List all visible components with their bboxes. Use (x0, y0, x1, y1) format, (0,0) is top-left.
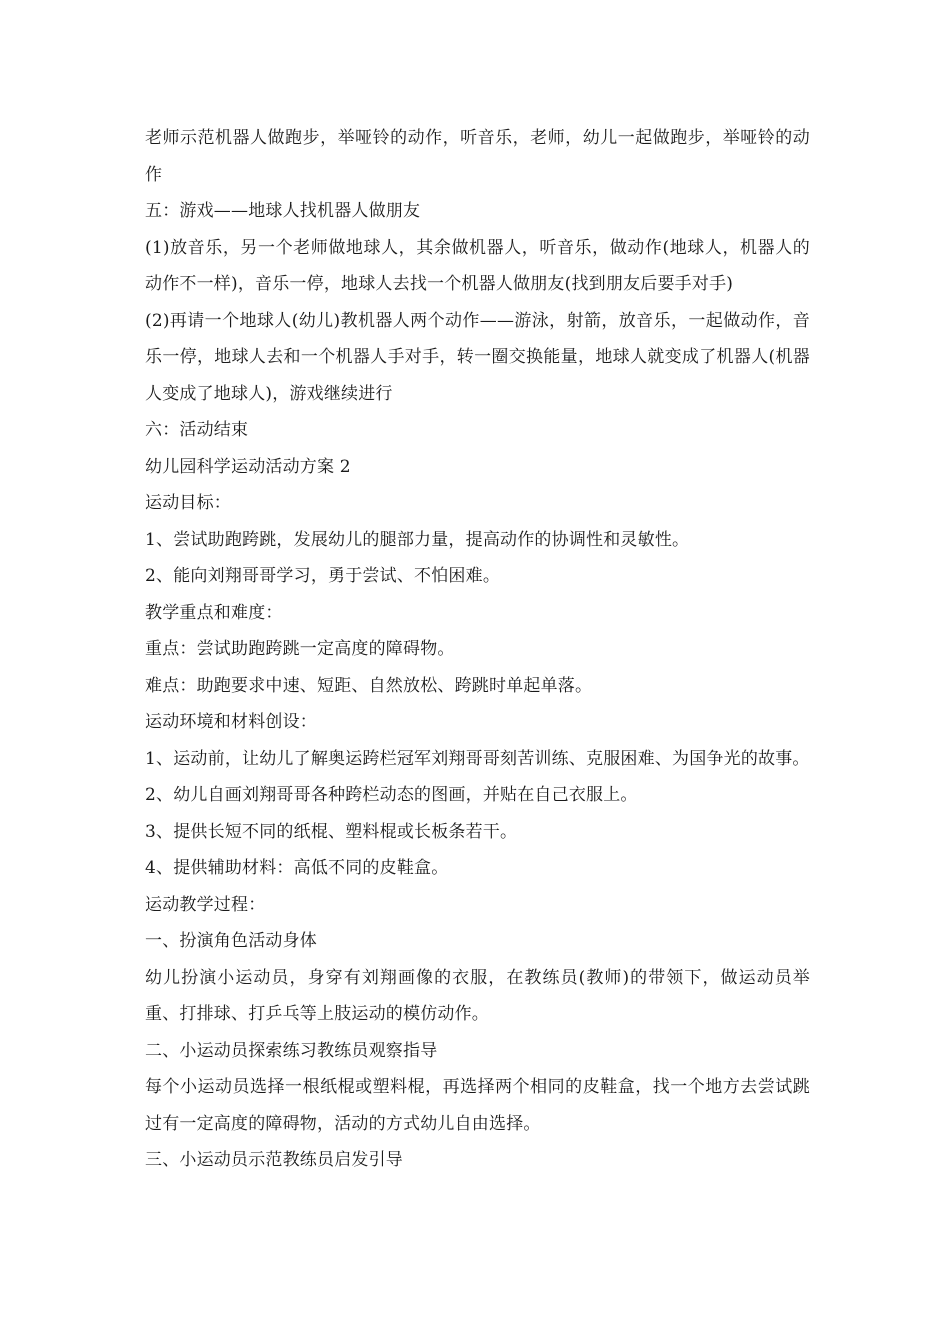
paragraph: 老师示范机器人做跑步，举哑铃的动作，听音乐，老师，幼儿一起做跑步，举哑铃的动作 (145, 128, 810, 185)
list-item: 2、能向刘翔哥哥学习，勇于尝试、不怕困难。 (145, 566, 501, 586)
section-heading: 运动环境和材料创设： (145, 712, 317, 732)
step-heading: 一、扮演角色活动身体 (145, 931, 317, 951)
section-heading: 运动目标： (145, 493, 231, 513)
document-body (145, 120, 810, 1179)
section-heading: 教学重点和难度： (145, 602, 283, 623)
section-heading: 运动教学过程： (145, 894, 266, 915)
list-item: 1、尝试助跑跨跳，发展幼儿的腿部力量，提高动作的协调性和灵敏性。 (145, 529, 690, 550)
paragraph: 难点：助跑要求中速、短距、自然放松、跨跳时单起单落。 (145, 675, 593, 696)
list-item: 4、提供辅助材料：高低不同的皮鞋盒。 (145, 858, 449, 878)
paragraph: 每个小运动员选择一根纸棍或塑料棍，再选择两个相同的皮鞋盒，找一个地方去尝试跳过有一定高度的障碍物，活动的方式幼儿自由选择。 (145, 1077, 810, 1134)
list-item: 3、提供长短不同的纸棍、塑料棍或长板条若干。 (145, 821, 518, 842)
paragraph: (1)放音乐，另一个老师做地球人，其余做机器人，听音乐，做动作(地球人，机器人的动作不一样)，音乐一停，地球人去找一个机器人做朋友(找到朋友后要手对手) (145, 237, 810, 294)
step-heading: 二、小运动员探索练习教练员观察指导 (145, 1040, 438, 1061)
document-title: 幼儿园科学运动活动方案 2 (145, 456, 351, 477)
section-heading: 六：活动结束 (145, 420, 249, 440)
paragraph: (2)再请一个地球人(幼儿)教机器人两个动作——游泳，射箭，放音乐，一起做动作，音乐一停，地球人去和一个机器人手对手，转一圈交换能量，地球人就变成了机器人(机器人变成了地球人)，游戏继续进行 (145, 310, 810, 404)
list-item: 1、运动前，让幼儿了解奥运跨栏冠军刘翔哥哥刻苦训练、克服困难、为国争光的故事。 (145, 748, 810, 769)
paragraph: 幼儿扮演小运动员，身穿有刘翔画像的衣服，在教练员(教师)的带领下，做运动员举重、打排球、打乒乓等上肢运动的模仿动作。 (145, 967, 810, 1024)
step-heading: 三、小运动员示范教练员启发引导 (145, 1150, 403, 1170)
paragraph: 重点：尝试助跑跨跳一定高度的障碍物。 (145, 639, 455, 659)
list-item: 2、幼儿自画刘翔哥哥各种跨栏动态的图画，并贴在自己衣服上。 (145, 785, 638, 805)
section-heading: 五：游戏——地球人找机器人做朋友 (145, 201, 421, 221)
